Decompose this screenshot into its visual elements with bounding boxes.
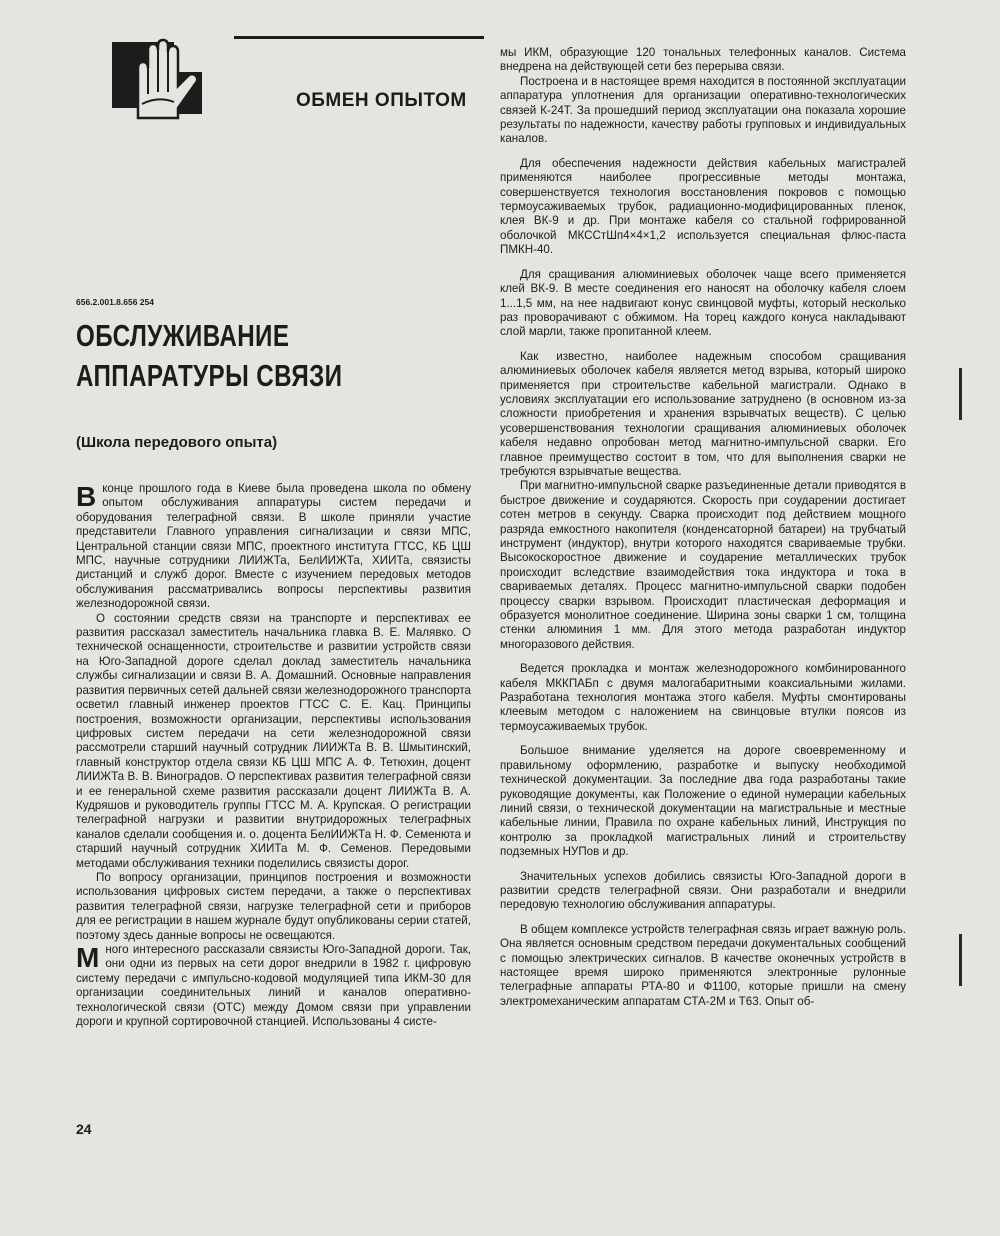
binding-mark (959, 934, 962, 986)
article-title (76, 316, 342, 396)
paragraph: Для обеспечения надежности действия кабельных магистралей применяются наиболее прогрессивные методы монтажа, совершенствуется технология восстановления покровов с помощью термоусаживаемых трубок, радиационно-модифицированных пленок, клея ВК-9 и др. При монтаже кабеля со стальной гофрированной оболочкой МКССтШп4×4×1,2 используется специальная флюс-паста ПМКН-40. (500, 156, 906, 257)
article-title-line-2: АППАРАТУРЫ СВЯЗИ (76, 358, 343, 393)
left-column (76, 482, 471, 1029)
paragraph: При магнитно-импульсной сварке разъединенные детали приводятся в быстрое движение и соударяются. Скорость при соударении достигает сотен метров в секунду. Сварка происходит под действием мощного разряда емкостного накопителя (конденсаторной батареи) на трубчатый инструмент (индуктор), внутри которого находятся свариваемые трубки. Высокоскоростное движение и соударение металлических трубок происходит вследствие взаимодействия тока индуктора и тока в свариваемых деталях. Процесс магнитно-импульсной сварки подобен процессу сварки взрывом. Происходит пластическая деформация и образуется монолитное соединение. Ширина зоны сварки 1 см, толщина стенки алюминия 1 мм. Для этого метода разработан индуктор многоразового действия. (500, 479, 906, 651)
raised-hand-icon (108, 38, 206, 124)
paragraph: О состоянии средств связи на транспорте и перспективах ее развития рассказал заместитель начальника главка В. Е. Малявко. О технической оснащенности, строительстве и развитии устройств связи на Юго-Западной дороге сделал доклад заместитель начальника службы сигнализации и связи В. А. Домашний. Основные направления развития первичных сетей дальней связи железнодорожного транспорта осветил главный инженер проектов ГТСС С. Е. Кац. Принципы построения, возможности организации, перспективы использования цифровых систем передачи на сети железнодорожной связи рассмотрели старший научный сотрудник ЛИИЖТа В. В. Шмытинский, главный конструктор отдела связи КБ ЦШ МПС А. Ф. Тетюхин, доцент ЛИИЖТа В. В. Виноградов. О перспективах развития телеграфной связи и ее генеральной схеме развития рассказали доцент ЛИИЖТа В. А. Кудряшов и руководитель группы ГТСС М. А. Крупская. О регистрации телеграфной нагрузки и развитии внутридорожных телеграфных каналов сделали сообщения и. о. доцента БелИИЖТа Н. Ф. Семенюта и старший научный сотрудник ХИИТа М. Ф. Семенов. Передовыми методами обслуживания техники поделились связисты дорог. (76, 611, 471, 870)
udc-code: 656.2.001.8.656 254 (76, 297, 154, 307)
paragraph: Построена и в настоящее время находится в постоянной эксплуатации аппаратура уплотнения для организации оперативно-технологических связей К-24Т. За прошедший период эксплуатации она показала хорошие результаты по надежности, качеству работы групповых и индивидуальных каналов. (500, 74, 906, 146)
paragraph: Большое внимание уделяется на дороге своевременному и правильному оформлению, разработке и выпуску необходимой технической документации. За последние два года разработаны такие руководящие документы, как Положение о единой нумерации кабельных линий связи, о технической документации на магистральные и местные кабельные линии, Правила по охране кабельных линий, Инструкция по контролю за прокладкой магистральных линий и строительству подземных НУПов и др. (500, 744, 906, 859)
header-rule (234, 36, 484, 39)
rubric-heading: ОБМЕН ОПЫТОМ (296, 90, 467, 111)
drop-cap: В (76, 481, 97, 512)
paragraph: В общем комплексе устройств телеграфная связь играет важную роль. Она является основным средством передачи документальных сообщений с помощью электрических сигналов. В качестве оконечных устройств в настоящее время широко применяются электронные рулонные телеграфные аппараты РТА-80 и Ф1100, которые пришли на смену электромеханическим аппаратам СТА-2М и Т63. Опыт об- (500, 922, 906, 1008)
article-title-line-1: ОБСЛУЖИВАНИЕ (76, 318, 290, 353)
paragraph: Как известно, наиболее надежным способом сращивания алюминиевых оболочек кабеля является метод взрыва, который широко применяется при строительстве кабельной магистрали. Однако в условиях эксплуатации его использование затруднено (в основном из-за сложности приобретения и хранения взрывчатых веществ). С целью усовершенствования технологии сращивания алюминиевых оболочек кабеля недавно опробован метод магнитно-импульсной сварки. Его главное преимущество состоит в том, что для выполнения сварки не требуются взрывчатые вещества. (500, 349, 906, 478)
paragraph: Много интересного рассказали связисты Юго-Западной дороги. Так, они одни из первых на сети дорог внедрили в 1982 г. цифровую систему передачи с импульсно-кодовой модуляцией типа ИКМ-30 для организации соединительных линий и каналов оперативно-технологической связи (ОТС) между Домом связи при управлении дороги и крупной сортировочной станцией. Использованы 4 систе- (76, 942, 471, 1029)
drop-cap: М (76, 942, 100, 973)
right-column (500, 46, 906, 1009)
binding-mark (959, 368, 962, 420)
paragraph: Вконце прошлого года в Киеве была проведена школа по обмену опытом обслуживания аппаратуры систем передачи и оборудования телеграфной связи. В школе приняли участие представители Главного управления сигнализации и связи МПС, Центральной станции связи МПС, проектного института ГТСС, КБ ЦШ МПС, научные сотрудники ЛИИЖТа, БелИИЖТа, ХИИТа, связисты дистанций и служб дорог. Вместе с изучением передовых методов обслуживания рассматривались вопросы перспективы развития железнодорожной связи. (76, 481, 471, 611)
paragraph: По вопросу организации, принципов построения и возможности использования цифровых систем передачи, а также о перспективах развития телеграфной связи, нагрузке телеграфной сети и приборов для ее регистрации в нашем журнале будут опубликованы серии статей, поэтому здесь данные вопросы не освещаются. (76, 870, 471, 942)
paragraph: Ведется прокладка и монтаж железнодорожного комбинированного кабеля МККПАБп с двумя малогабаритными коаксиальными жилами. Разработана технология монтажа этого кабеля. Муфты смонтированы клеевым методом с наложением на свинцовые втулки поясов из термоусаживаемых трубок. (500, 662, 906, 733)
article-subtitle: (Школа передового опыта) (76, 434, 278, 451)
page-number: 24 (76, 1121, 92, 1137)
paragraph: мы ИКМ, образующие 120 тональных телефонных каналов. Система внедрена на действующей сети без перерыва связи. (500, 46, 906, 74)
paragraph: Для сращивания алюминиевых оболочек чаще всего применяется клей ВК-9. В месте соединения его наносят на оболочку кабеля слоем 1...1,5 мм, на нее надвигают конус свинцовой муфты, который несколько раз проворачивают с обжимом. На торец каждого конуса накладывают слой марли, также пропитанной клеем. (500, 267, 906, 339)
paragraph: Значительных успехов добились связисты Юго-Западной дороги в развитии средств телеграфной связи. Они разработали и внедрили передовую технологию обслуживания аппаратуры. (500, 869, 906, 912)
